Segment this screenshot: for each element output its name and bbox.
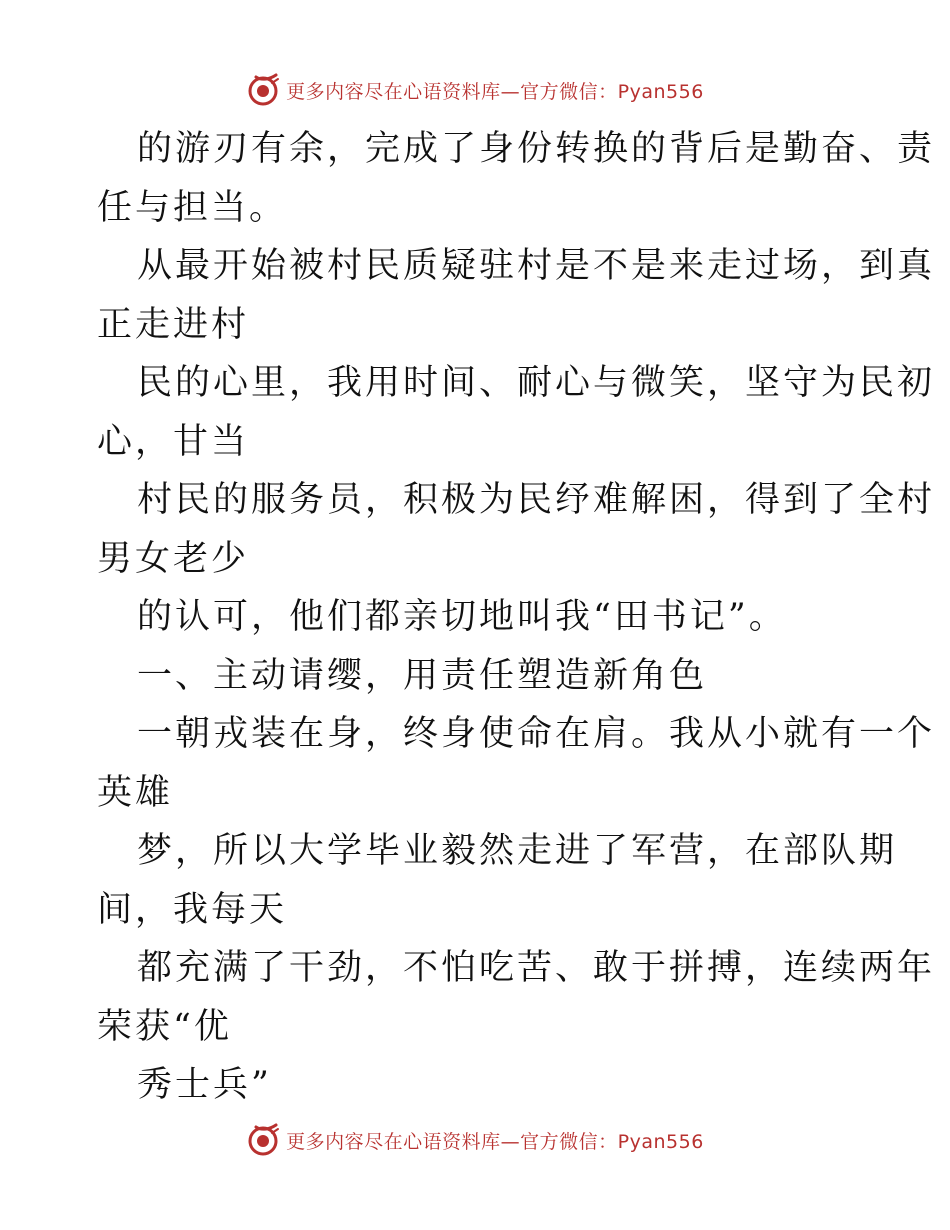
body-line: 秀士兵” (137, 1065, 272, 1105)
page-footer-banner (0, 1120, 950, 1160)
body-line: 民的心里，我用时间、耐心与微笑，坚守为民初 (137, 363, 936, 403)
body-line: 梦，所以大学毕业毅然走进了军营，在部队期 (137, 831, 898, 871)
document-body (97, 120, 936, 1115)
body-line: 的认可，他们都亲切地叫我“田书记”。 (137, 597, 787, 637)
page-header-banner (0, 70, 950, 110)
body-line: 心，甘当 (97, 421, 250, 462)
body-line: 男女老少 (97, 538, 250, 579)
body-line: 都充满了干劲，不怕吃苦、敢于拼搏，连续两年 (137, 948, 936, 988)
body-line: 村民的服务员，积极为民纾难解困，得到了全村 (137, 480, 936, 520)
body-line: 的游刃有余，完成了身份转换的背后是勤奋、责 (137, 129, 936, 169)
ink-brush-seal-icon (246, 73, 280, 107)
header-text: 更多内容尽在心语资料库—官方微信：Pyan556 (286, 80, 704, 103)
footer-text: 更多内容尽在心语资料库—官方微信：Pyan556 (286, 1130, 704, 1153)
body-line: 英雄 (97, 772, 174, 813)
body-line: 荣获“优 (97, 1006, 232, 1047)
body-line: 正走进村 (97, 304, 250, 345)
body-line: 一朝戎装在身，终身使命在肩。我从小就有一个 (137, 714, 936, 754)
body-line: 任与担当。 (97, 187, 288, 228)
body-line: 间，我每天 (97, 889, 288, 930)
body-line: 从最开始被村民质疑驻村是不是来走过场，到真 (137, 246, 936, 286)
section-heading: 一、主动请缨，用责任塑造新角色 (137, 655, 708, 696)
ink-brush-seal-icon (246, 1123, 280, 1157)
